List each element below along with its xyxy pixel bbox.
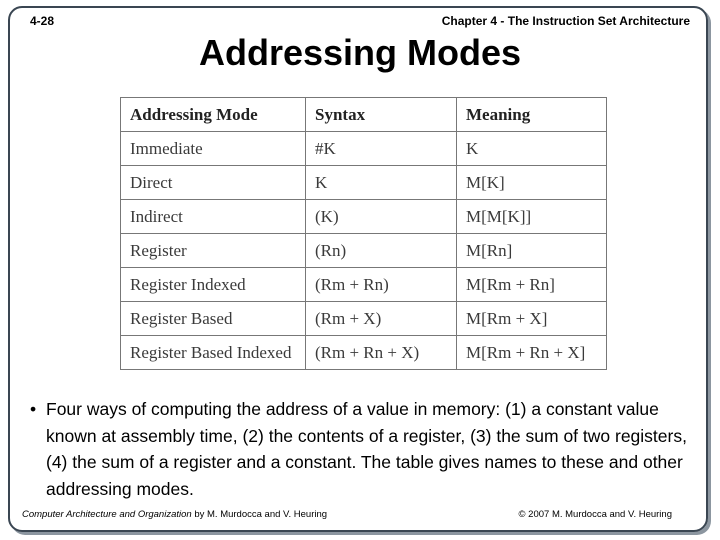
mode-cell: Direct	[121, 166, 306, 200]
mode-cell: Register	[121, 234, 306, 268]
meaning-cell: K	[457, 132, 607, 166]
footer-book-credit	[22, 509, 327, 520]
table-row	[121, 302, 607, 336]
table-row	[121, 132, 607, 166]
meaning-cell: M[Rm + Rn]	[457, 268, 607, 302]
mode-cell: Immediate	[121, 132, 306, 166]
syntax-cell: (Rm + X)	[306, 302, 457, 336]
meaning-cell: M[Rm + X]	[457, 302, 607, 336]
syntax-cell: (Rm + Rn + X)	[306, 336, 457, 370]
meaning-cell: M[K]	[457, 166, 607, 200]
column-header: Addressing Mode	[121, 98, 306, 132]
column-header: Syntax	[306, 98, 457, 132]
bullet-marker: •	[30, 399, 37, 419]
bullet-point	[30, 396, 695, 502]
slide-title: Addressing Modes	[198, 32, 522, 73]
mode-cell: Register Based	[121, 302, 306, 336]
meaning-cell: M[Rm + Rn + X]	[457, 336, 607, 370]
syntax-cell: (Rn)	[306, 234, 457, 268]
mode-cell: Register Based Indexed	[121, 336, 306, 370]
book-title: Computer Architecture and Organization	[22, 509, 192, 520]
addressing-modes-table	[120, 97, 607, 370]
table-row	[121, 200, 607, 234]
table-row	[121, 268, 607, 302]
syntax-cell: (K)	[306, 200, 457, 234]
mode-cell: Register Indexed	[121, 268, 306, 302]
syntax-cell: (Rm + Rn)	[306, 268, 457, 302]
meaning-cell: M[M[K]]	[457, 200, 607, 234]
syntax-cell: K	[306, 166, 457, 200]
chapter-title: Chapter 4 - The Instruction Set Architecture	[441, 14, 690, 28]
book-authors: by M. Murdocca and V. Heuring	[194, 509, 328, 520]
footer-copyright: © 2007 M. Murdocca and V. Heuring	[518, 509, 672, 520]
syntax-cell: #K	[306, 132, 457, 166]
column-header: Meaning	[457, 98, 607, 132]
table-header-row	[121, 98, 607, 132]
meaning-cell: M[Rn]	[457, 234, 607, 268]
mode-cell: Indirect	[121, 200, 306, 234]
table-row	[121, 166, 607, 200]
slide-number: 4-28	[30, 14, 55, 28]
table-row	[121, 234, 607, 268]
bullet-text: Four ways of computing the address of a value in memory: (1) a constant value known at assembly time, (2) the contents of a register, (3) the sum of two registers, (4) the sum of a register and a constant. The table gives names to these and other addressing modes.	[46, 399, 687, 499]
table-row	[121, 336, 607, 370]
